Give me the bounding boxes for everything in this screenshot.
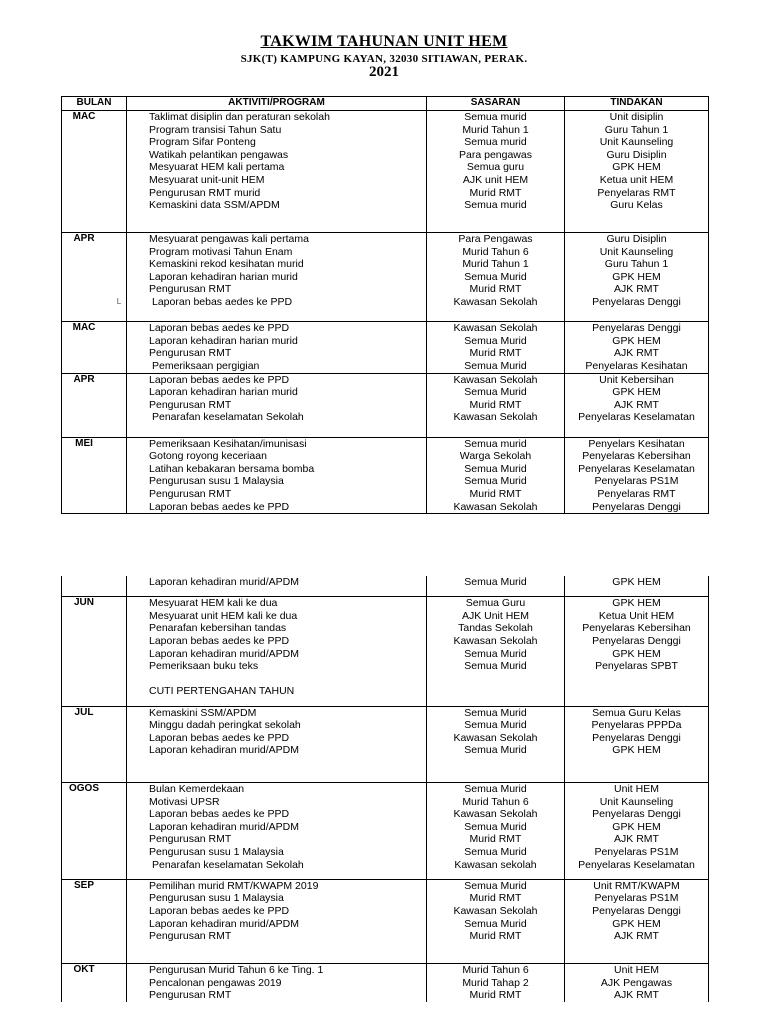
month-group-row [62, 879, 709, 963]
action-text: Penyelaras RMT [597, 186, 676, 199]
action-text: Penyelaras Kebersihan [582, 450, 691, 463]
row-spacer [127, 769, 426, 782]
month-container [62, 597, 126, 705]
month-cell [62, 964, 127, 1002]
month-cell [62, 576, 127, 597]
activity-text: Pencalonan pengawas 2019 [149, 976, 282, 989]
column-header-bulan: BULAN [62, 97, 127, 111]
activity-text: Pengurusan susu 1 Malaysia [149, 475, 284, 488]
row-spacer [565, 698, 708, 706]
activity-text: Gotong royong keceriaan [149, 450, 267, 463]
row-spacer [565, 871, 708, 879]
action-text: Penyelaras Keselamatan [578, 462, 695, 475]
row-spacer [565, 309, 708, 322]
row-spacer [427, 212, 564, 232]
target-text: Murid RMT [469, 186, 522, 199]
action-text: Penyelaras SPBT [595, 660, 678, 673]
action-text: Guru Tahun 1 [604, 123, 669, 136]
activity-text: Laporan bebas aedes ke PPD [149, 500, 290, 513]
action-text: Unit HEM [614, 783, 659, 796]
action-text: Penyelaras Denggi [592, 905, 681, 918]
activity-text: Penarafan keselamatan Sekolah [152, 858, 304, 871]
target-cell [427, 232, 565, 321]
row-spacer [127, 943, 426, 963]
target-text: Murid RMT [469, 347, 522, 360]
month-group-row [62, 373, 709, 437]
target-text: Semua Murid [464, 917, 527, 930]
activity-cell [127, 879, 427, 963]
activity-text: Watikah pelantikan pengawas [149, 148, 289, 161]
action-text: Penyelaras PS1M [594, 892, 679, 905]
activity-text: Minggu dadah peringkat sekolah [149, 719, 301, 732]
target-text: Semua guru [466, 161, 525, 174]
activity-cell [127, 111, 427, 233]
target-text: Semua murid [464, 437, 527, 450]
action-text: Unit disiplin [609, 111, 664, 123]
action-text: GPK HEM [612, 597, 661, 610]
document-page-2 [0, 576, 768, 1024]
target-text: Semua Murid [464, 846, 527, 859]
action-cell [565, 783, 709, 880]
activity-text: Mesyuarat HEM kali ke dua [149, 597, 278, 610]
action-text: Penyelaras Kebersihan [582, 622, 691, 635]
month-container [62, 783, 126, 879]
target-text: Murid Tahap 2 [462, 976, 529, 989]
action-text: Penyelaras Denggi [592, 322, 681, 335]
action-cell [565, 576, 709, 597]
activity-text: Program motivasi Tahun Enam [149, 245, 293, 258]
calendar-table-page-1 [61, 96, 709, 514]
action-text: AJK RMT [614, 347, 659, 360]
month-group-row [62, 964, 709, 1002]
target-text [427, 685, 564, 698]
action-text: Guru Disiplin [606, 232, 667, 245]
table-body-page-1 [62, 111, 709, 514]
activity-text [127, 673, 426, 686]
action-text: Semua Guru Kelas [592, 706, 681, 719]
calendar-year: 2021 [369, 64, 399, 80]
target-text: Kawasan Sekolah [453, 500, 538, 513]
activity-cell [127, 232, 427, 321]
action-text: Guru Tahun 1 [604, 258, 669, 271]
target-cell [427, 879, 565, 963]
activity-text: Motivasi UPSR [149, 795, 220, 808]
activity-text: Laporan kehadiran murid/APDM [149, 744, 299, 757]
target-cell [427, 706, 565, 783]
activity-text: Pengurusan susu 1 Malaysia [149, 892, 284, 905]
action-text: AJK RMT [614, 989, 659, 1002]
month-group-row [62, 437, 709, 514]
row-spacer [565, 424, 708, 437]
target-text: Kawasan Sekolah [453, 373, 538, 386]
target-text: Semua Murid [464, 576, 527, 588]
target-text: Warga Sekolah [459, 450, 532, 463]
activity-text: Laporan bebas aedes ke PPD [149, 731, 290, 744]
month-container [62, 707, 126, 783]
action-text: Penyelaras Keselamatan [578, 411, 695, 424]
activity-text: Kemaskini rekod kesihatan murid [149, 258, 304, 271]
activity-text: Laporan kehadiran murid/APDM [149, 647, 299, 660]
list-bullet-icon: L [116, 296, 122, 306]
month-group-row [62, 706, 709, 783]
activity-text: Laporan kehadiran harian murid [149, 334, 298, 347]
column-header-sasaran: SASARAN [427, 97, 565, 111]
target-text: Semua Murid [464, 719, 527, 732]
target-text: Para Pengawas [458, 232, 533, 245]
target-text: Semua murid [464, 136, 527, 149]
action-text: Unit Kaunseling [599, 136, 674, 149]
month-group-row [62, 232, 709, 321]
row-spacer [427, 943, 564, 963]
target-text: Kawasan Sekolah [453, 411, 538, 424]
column-header-aktiviti: AKTIVITI/PROGRAM [127, 97, 427, 111]
activity-cell [127, 576, 427, 597]
month-cell [62, 597, 127, 706]
action-text: Penyelaras PPPDa [591, 719, 682, 732]
action-text: GPK HEM [612, 270, 661, 283]
action-text: Unit HEM [614, 964, 659, 977]
target-text: Para pengawas [459, 148, 532, 161]
activity-text: Laporan bebas aedes ke PPD [149, 322, 290, 335]
action-text: AJK RMT [614, 398, 659, 411]
month-container [62, 576, 126, 596]
target-text: Kawasan Sekolah [453, 634, 538, 647]
row-spacer [127, 698, 426, 706]
activity-text: Program Sifar Ponteng [149, 136, 256, 149]
action-text: Penyelaras Keselamatan [578, 858, 695, 871]
target-cell [427, 373, 565, 437]
action-cell [565, 232, 709, 321]
action-text: GPK HEM [612, 334, 661, 347]
activity-text: Mesyuarat unit-unit HEM [149, 173, 265, 186]
action-text: GPK HEM [612, 161, 661, 174]
target-text: Kawasan Sekolah [453, 808, 538, 821]
table-body-page-2 [62, 576, 709, 1002]
target-cell [427, 597, 565, 706]
action-text: Guru Kelas [610, 199, 663, 212]
action-text: Penyelaras Denggi [592, 731, 681, 744]
row-spacer [565, 212, 708, 232]
target-text: Semua Murid [464, 879, 527, 892]
activity-text: Mesyuarat unit HEM kali ke dua [149, 609, 298, 622]
activity-text: Kemaskini SSM/APDM [149, 706, 257, 719]
target-text: Semua Murid [464, 334, 527, 347]
action-text: AJK RMT [614, 930, 659, 943]
target-text: Semua Guru [465, 597, 526, 610]
action-text: GPK HEM [612, 647, 661, 660]
row-spacer [127, 871, 426, 879]
action-text [565, 685, 708, 698]
month-cell [62, 437, 127, 514]
target-cell [427, 576, 565, 597]
activity-text: Pemeriksaan buku teks [149, 660, 259, 673]
target-text: Semua Murid [464, 270, 527, 283]
month-cell [62, 783, 127, 880]
month-label: MAC [72, 322, 96, 334]
column-header-tindakan: TINDAKAN [565, 97, 709, 111]
activity-text: Pengurusan RMT [149, 283, 232, 296]
activity-text: Pengurusan Murid Tahun 6 ke Ting. 1 [149, 964, 324, 977]
row-spacer [427, 769, 564, 782]
target-text: Kawasan Sekolah [453, 731, 538, 744]
target-text: Semua Murid [464, 706, 527, 719]
month-group-row [62, 322, 709, 373]
activity-text: Taklimat disiplin dan peraturan sekolah [149, 111, 330, 123]
action-text: GPK HEM [612, 386, 661, 399]
activity-text: Pengurusan RMT murid [149, 186, 261, 199]
target-text: Semua Murid [464, 820, 527, 833]
month-label: OGOS [68, 783, 99, 795]
action-cell [565, 706, 709, 783]
action-text: Penyelaras PS1M [594, 846, 679, 859]
activity-text: Latihan kebakaran bersama bomba [149, 462, 315, 475]
month-container [62, 438, 126, 514]
activity-text: Laporan kehadiran murid/APDM [149, 576, 299, 588]
target-text: Murid RMT [469, 892, 522, 905]
target-text: Semua Murid [464, 647, 527, 660]
activity-text: Pemeriksaan pergigian [152, 359, 260, 372]
row-spacer [127, 424, 426, 437]
action-text: AJK RMT [614, 833, 659, 846]
activity-cell [127, 706, 427, 783]
activity-text: Pengurusan RMT [149, 347, 232, 360]
action-cell [565, 322, 709, 373]
target-text: Kawasan Sekolah [453, 322, 538, 335]
month-label: JUL [74, 706, 94, 718]
month-cell [62, 706, 127, 783]
target-text: Murid RMT [469, 833, 522, 846]
activity-cell [127, 783, 427, 880]
action-cell [565, 597, 709, 706]
row-spacer [127, 212, 426, 232]
target-text: Kawasan sekolah [454, 858, 537, 871]
target-text: Murid RMT [469, 398, 522, 411]
target-text: Semua Murid [464, 783, 527, 796]
target-text [427, 757, 564, 770]
month-label: MEI [75, 437, 93, 449]
action-text: AJK Pengawas [600, 976, 673, 989]
target-text [427, 673, 564, 686]
action-text: Penyelaras Denggi [592, 295, 681, 308]
month-container [62, 880, 126, 963]
activity-text: CUTI PERTENGAHAN TAHUN [149, 685, 295, 698]
month-cell [62, 373, 127, 437]
calendar-table-page-2 [61, 576, 709, 1002]
action-text: Penyelaras Denggi [592, 500, 681, 513]
action-text: Penyelaras Denggi [592, 634, 681, 647]
month-label: JUN [73, 597, 94, 609]
activity-text: Laporan kehadiran murid/APDM [149, 917, 299, 930]
activity-text: Laporan bebas aedes ke PPD [149, 808, 290, 821]
action-text: Unit Kaunseling [599, 795, 674, 808]
action-text: AJK RMT [614, 283, 659, 296]
activity-text: Mesyuarat pengawas kali pertama [149, 232, 309, 245]
action-text: Penyelaras Denggi [592, 808, 681, 821]
document-title: TAKWIM TAHUNAN UNIT HEM [260, 33, 508, 50]
row-spacer [427, 424, 564, 437]
action-text: GPK HEM [612, 744, 661, 757]
activity-text: Laporan kehadiran harian murid [149, 270, 298, 283]
month-cell [62, 879, 127, 963]
row-spacer [565, 589, 708, 597]
target-text: AJK unit HEM [462, 173, 529, 186]
target-text: Semua Murid [464, 386, 527, 399]
action-text: GPK HEM [612, 576, 661, 588]
action-text: Unit Kebersihan [599, 373, 674, 386]
action-text: Ketua unit HEM [599, 173, 674, 186]
target-text: Murid Tahun 6 [462, 795, 529, 808]
action-text: GPK HEM [612, 917, 661, 930]
activity-text: Pengurusan susu 1 Malaysia [149, 846, 284, 859]
activity-text: Laporan kehadiran murid/APDM [149, 820, 299, 833]
target-text: Murid RMT [469, 930, 522, 943]
month-cell [62, 232, 127, 321]
month-label: APR [73, 373, 95, 385]
month-container [62, 233, 126, 321]
target-cell [427, 437, 565, 514]
action-cell [565, 111, 709, 233]
target-text: Murid RMT [469, 283, 522, 296]
activity-text [127, 757, 426, 770]
target-text: Murid Tahun 6 [462, 964, 529, 977]
action-text: Penyelars Kesihatan [588, 437, 685, 450]
activity-cell [127, 373, 427, 437]
row-spacer [565, 943, 708, 963]
action-text: Guru Disiplin [606, 148, 667, 161]
activity-text: Mesyuarat HEM kali pertama [149, 161, 285, 174]
action-cell [565, 879, 709, 963]
month-group-row [62, 111, 709, 233]
target-text: Semua Murid [464, 660, 527, 673]
row-spacer [427, 309, 564, 322]
row-spacer [427, 698, 564, 706]
activity-text: Pemilihan murid RMT/KWAPM 2019 [149, 879, 319, 892]
target-text: Tandas Sekolah [458, 622, 533, 635]
month-container [62, 322, 126, 372]
month-group-row [62, 783, 709, 880]
month-container [62, 374, 126, 437]
target-text: Murid RMT [469, 989, 522, 1002]
target-text: Murid Tahun 1 [462, 258, 529, 271]
activity-text: Laporan bebas aedes ke PPD [149, 905, 290, 918]
school-name: SJK(T) KAMPUNG KAYAN, 32030 SITIAWAN, PERAK. [240, 53, 528, 65]
activity-text: Kemaskini data SSM/APDM [149, 199, 280, 212]
target-text: Semua murid [464, 111, 527, 123]
month-label: OKT [73, 964, 95, 976]
target-cell [427, 322, 565, 373]
activity-cell [127, 597, 427, 706]
action-text: Ketua Unit HEM [598, 609, 675, 622]
activity-text: Laporan kehadiran harian murid [149, 386, 298, 399]
target-text: Kawasan Sekolah [453, 905, 538, 918]
activity-text: Laporan bebas aedes ke PPD [149, 373, 290, 386]
activity-text: Laporan bebas aedes ke PPD [149, 634, 290, 647]
page-gap [0, 560, 768, 576]
action-text [565, 673, 708, 686]
activity-text: Penarafan keselamatan Sekolah [152, 411, 304, 424]
target-cell [427, 964, 565, 1002]
activity-text: Bulan Kemerdekaan [149, 783, 245, 796]
action-text: GPK HEM [612, 820, 661, 833]
month-cell [62, 111, 127, 233]
action-cell [565, 373, 709, 437]
row-spacer [127, 309, 426, 322]
activity-text: Pengurusan RMT [149, 833, 232, 846]
activity-cell [127, 964, 427, 1002]
month-group-row [62, 597, 709, 706]
target-text: Kawasan Sekolah [453, 295, 538, 308]
target-cell [427, 783, 565, 880]
action-cell [565, 437, 709, 514]
activity-text: Pengurusan RMT [149, 989, 232, 1002]
month-container [62, 964, 126, 1002]
target-text: Semua Murid [464, 744, 527, 757]
target-cell [427, 111, 565, 233]
activity-text: Program transisi Tahun Satu [149, 123, 282, 136]
month-label: MAC [72, 111, 96, 122]
action-text [565, 757, 708, 770]
activity-cell [127, 322, 427, 373]
target-text: Murid Tahun 1 [462, 123, 529, 136]
month-cell [62, 322, 127, 373]
target-text: AJK Unit HEM [461, 609, 530, 622]
action-text: Penyelaras PS1M [594, 475, 679, 488]
month-label: SEP [73, 879, 94, 891]
row-spacer [427, 589, 564, 597]
table-header-row [62, 97, 709, 111]
action-cell [565, 964, 709, 1002]
row-spacer [127, 589, 426, 597]
target-text: Semua murid [464, 199, 527, 212]
target-text: Semua Murid [464, 359, 527, 372]
activity-text: Laporan bebas aedes ke PPD [152, 295, 293, 308]
target-text: Semua Murid [464, 462, 527, 475]
action-text: Penyelaras RMT [597, 487, 676, 500]
action-text: Unit Kaunseling [599, 245, 674, 258]
target-text: Murid RMT [469, 487, 522, 500]
action-text: Unit RMT/KWAPM [593, 879, 680, 892]
month-label: APR [73, 232, 95, 244]
row-spacer [565, 769, 708, 782]
month-group-row [62, 576, 709, 597]
activity-text: Penarafan kebersihan tandas [149, 622, 287, 635]
target-text: Murid Tahun 6 [462, 245, 529, 258]
row-spacer [427, 871, 564, 879]
activity-text: Pemeriksaan Kesihatan/imunisasi [149, 437, 307, 450]
action-text: Penyelaras Kesihatan [585, 359, 688, 372]
activity-text: Pengurusan RMT [149, 398, 232, 411]
activity-text: Pengurusan RMT [149, 487, 232, 500]
activity-cell [127, 437, 427, 514]
month-container [62, 111, 126, 232]
target-text: Semua Murid [464, 475, 527, 488]
activity-text: Pengurusan RMT [149, 930, 232, 943]
